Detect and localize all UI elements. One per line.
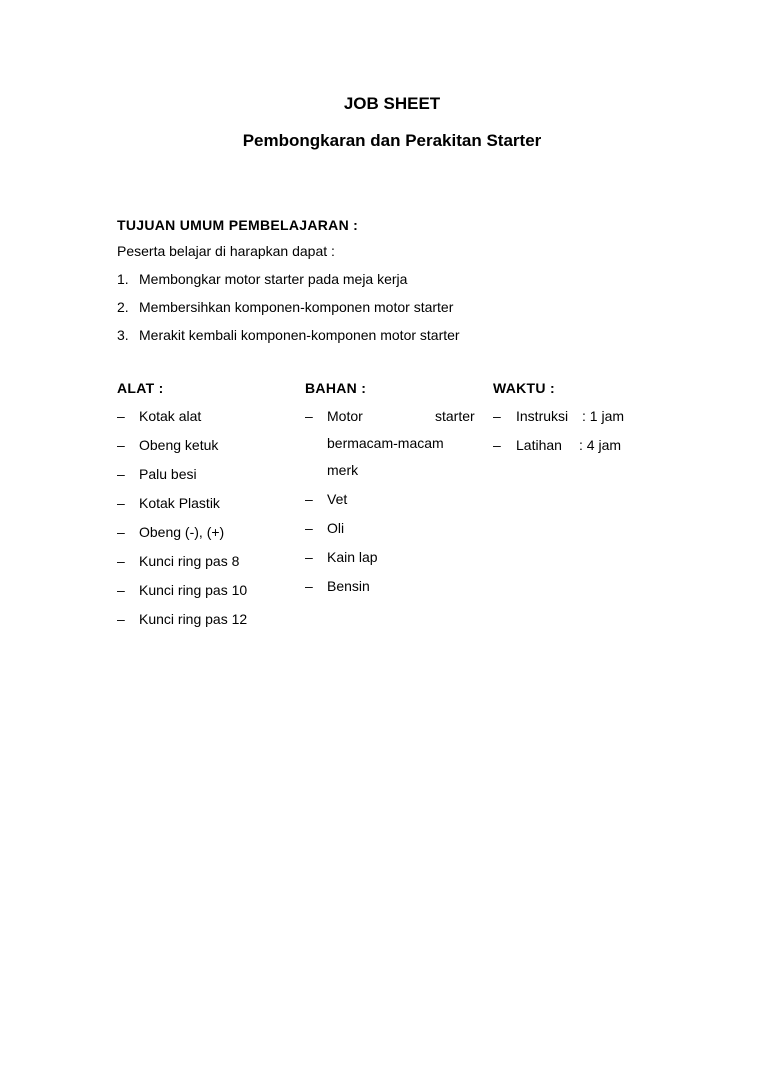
alat-item: Obeng (-), (+) — [139, 524, 225, 540]
bahan-item-motor-word: Motor — [327, 408, 363, 424]
bahan-item: Kain lap — [327, 549, 378, 565]
objective-text: Merakit kembali komponen-komponen motor starter — [139, 327, 460, 343]
list-dash: – — [305, 491, 313, 507]
bahan-item-starter-word: starter — [435, 408, 475, 424]
alat-item: Kunci ring pas 8 — [139, 553, 240, 569]
page-title: JOB SHEET — [343, 94, 441, 113]
list-dash: – — [117, 437, 125, 453]
alat-item: Kunci ring pas 10 — [139, 582, 248, 598]
waktu-value: : 1 jam — [582, 408, 625, 424]
waktu-label: Latihan — [516, 437, 562, 453]
bahan-item: Vet — [327, 491, 348, 507]
list-dash: – — [117, 466, 125, 482]
bahan-item-motor-line3: merk — [327, 462, 359, 478]
waktu-value: : 4 jam — [579, 437, 622, 453]
objective-item — [117, 299, 453, 315]
alat-item: Kunci ring pas 12 — [139, 611, 248, 627]
objective-number: 2. — [117, 299, 129, 315]
list-dash: – — [493, 408, 501, 424]
objective-text: Membongkar motor starter pada meja kerja — [139, 271, 408, 287]
page-subtitle: Pembongkaran dan Perakitan Starter — [242, 131, 542, 150]
list-dash: – — [305, 549, 313, 565]
alat-item: Kotak Plastik — [139, 495, 220, 511]
objective-text: Membersihkan komponen-komponen motor starter — [139, 299, 454, 315]
alat-item: Kotak alat — [139, 408, 202, 424]
list-dash: – — [117, 611, 125, 627]
objectives-intro: Peserta belajar di harapkan dapat : — [117, 243, 335, 259]
list-dash: – — [117, 408, 125, 424]
list-dash: – — [493, 437, 501, 453]
list-dash: – — [117, 495, 125, 511]
list-dash: – — [305, 408, 313, 424]
alat-item: Palu besi — [139, 466, 197, 482]
alat-heading: ALAT : — [117, 380, 164, 396]
waktu-heading: WAKTU : — [493, 380, 555, 396]
objective-item — [117, 271, 407, 287]
bahan-item: Bensin — [327, 578, 370, 594]
objectives-heading: TUJUAN UMUM PEMBELAJARAN : — [117, 217, 359, 233]
bahan-heading: BAHAN : — [305, 380, 367, 396]
objective-number: 3. — [117, 327, 129, 343]
list-dash: – — [117, 553, 125, 569]
bahan-item: Oli — [327, 520, 345, 536]
waktu-label: Instruksi — [516, 408, 569, 424]
objective-item — [117, 327, 460, 343]
list-dash: – — [305, 578, 313, 594]
alat-item: Obeng ketuk — [139, 437, 219, 453]
list-dash: – — [117, 524, 125, 540]
list-dash: – — [117, 582, 125, 598]
objective-number: 1. — [117, 271, 129, 287]
bahan-item-motor-line2: bermacam-macam — [327, 435, 444, 451]
list-dash: – — [305, 520, 313, 536]
